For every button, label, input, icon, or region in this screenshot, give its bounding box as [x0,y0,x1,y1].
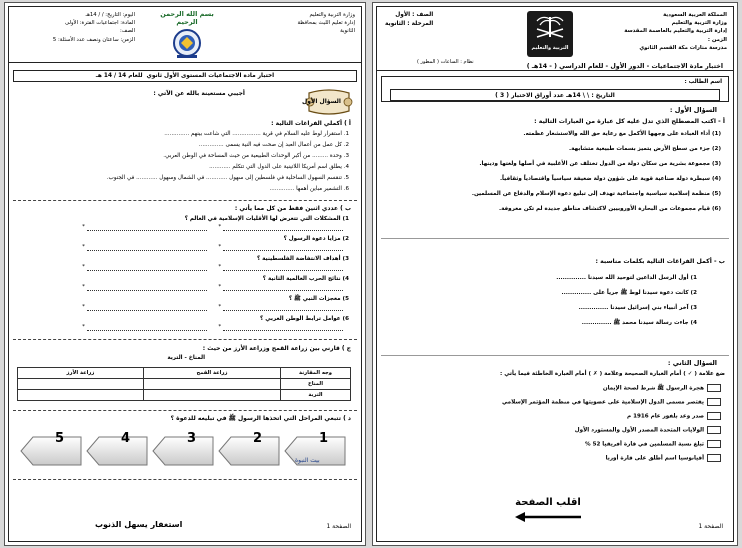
palm-swords-icon [527,11,573,41]
fill-item: 5. تنقسم السهول الساحلية في فلسطين إلى سهول ............ في الشمال وسهول ............ في الجنوب. [106,175,349,181]
term-item [472,191,721,198]
section-a-title: أ ) أكملي الفراغات التالية : [271,120,351,127]
answer-box[interactable] [707,440,721,448]
answer-lines: * * [23,244,343,251]
header-left-block [385,11,433,29]
section-c-sub: المناخ - التربة [167,355,205,361]
tf-text: أقيانوسيا اسم أطلق على قارة أوربا [605,455,704,462]
answer-lines: * * [23,284,343,291]
completion-item: 2) كانت دعوة سيدنا لوط ﷺ جرياً على .............. [561,290,697,296]
term-item [499,206,721,213]
footer-page-number: الصفحة 1 [326,523,351,530]
list-item: 4) نتائج الحرب العالمية الثانية ؟ [262,276,349,282]
tf-item [606,454,721,462]
answer-box[interactable] [707,398,721,406]
term-number: (6) [711,206,721,212]
table-row [18,379,351,390]
first-stage-label: بيت النبوة [295,457,320,464]
header-right-block [297,11,355,36]
header-line: المادة: اجتماعيات الفترة: الأولى [64,20,135,27]
table-header-row [18,368,351,379]
fill-item: 4. يطلق اسم أمريكا اللاتينية على الدول التي تتكلم ............ [209,164,349,170]
tf-item [603,384,721,392]
year-suffix: هـ [95,73,102,79]
table-cell[interactable] [18,379,144,390]
student-info-box [381,76,729,102]
list-item: 5) معجزات النبي ﷺ ؟ [288,296,349,302]
term-number: (5) [711,191,721,197]
tf-text: صدر وعد بلفور عام 1916 م [627,413,704,420]
section-divider [381,238,729,239]
header-line: إدارة تعليم الليث بمحافظة [297,20,355,27]
table-header-cell: زراعة الأرز [18,368,144,379]
fill-item: 3. وحدة ......... من أكبر الوحدات الطبيعية من حيث المساحة في الوطن العربي. [163,153,349,159]
header-line: الزمن: ساعتان ونصف عدد الأسئلة: 5 [52,36,135,43]
comparison-table [17,367,351,401]
term-item [500,176,721,183]
table-header-cell: وجه المقارنة [281,368,351,379]
answer-box[interactable] [707,384,721,392]
instruction-text: أجيبي مستعينة بالله عن الآتي : [153,90,245,97]
left-header [9,7,361,63]
exam-title: اختبار مادة الاجتماعيات - الدور الأول - للعام الدراسي ( - 14هـ ) [526,63,723,70]
ministry-badge [527,11,573,57]
header-left-block [15,11,135,44]
left-exam-page [4,2,366,546]
badge-text: التربية والتعليم [531,45,569,51]
tf-text: الولايات المتحدة المصدر الأول والمستورد الأول [574,427,704,434]
list-item: 1) المشكلات التي تتعرض لها الأقليات الإسلامية في العالم ؟ [184,216,349,222]
q1-scroll-badge [302,87,353,117]
basmala-calligraphy: بسم الله الرحمن الرحيم [160,10,214,26]
completion-item: 4) جاءت رسالة سيدنا محمد ﷺ .............. [581,320,697,326]
list-item: 3) أهداف الانتفاضة الفلسطينية ؟ [256,256,349,262]
footer-page-number: الصفحة 1 [698,523,723,530]
term-number: (1) [711,131,721,137]
tf-text: تبلغ نسبة المسلمين في قارة أفريقيا 52 % [585,441,704,448]
header-line: وزارة التربية والتعليم [671,20,727,27]
header-line: الصف : الأول [395,12,434,18]
answer-box[interactable] [707,412,721,420]
header-line: الثانوية [340,28,355,35]
date-line: التاريخ : \ \ 14هـ عدد أوراق الاختبار ( 3 ) [390,89,720,101]
tf-item [585,440,721,448]
answer-box[interactable] [707,454,721,462]
answer-lines: * * [23,264,343,271]
header-line: المملكة العربية السعودية [663,12,727,18]
table-header-cell: زراعة القمح [143,368,280,379]
term-item [523,131,721,138]
answer-lines: * * [23,324,343,331]
exam-title: اختبار مادة الاجتماعيات المستوى الأول ثانوي [146,73,275,79]
completion-item: 1) أول الرسل الداعين لتوحيد الله سيدنا .............. [556,275,697,281]
answer-lines: * * [23,224,343,231]
year-to: 14 [103,73,112,79]
stage-number: 3 [187,431,197,446]
term-text: سيطرة دولة صناعية قوية على شؤون دولة ضعيفة سياسياً واقتصادياً وثقافياً. [499,176,711,182]
q2-instruction: ضع علامة ( ✓ ) أمام العبارة الصحيحة وعلامة ( ✗ ) أمام العبارة الخاطئة فيما يأتي : [500,371,725,377]
term-number: (2) [711,146,721,152]
q1-label: السؤال الأول : [669,106,717,114]
section-divider [13,339,357,340]
tf-item [502,398,721,406]
list-item: 6) عوامل ترابط الوطن العربي ؟ [260,316,349,322]
section-divider [381,355,729,356]
stage-number: 5 [55,431,65,446]
year-from: 14 [118,73,127,79]
header-line: المرحلة : الثانوية [385,20,434,27]
list-item: 2) مزايا دعوة الرسول ؟ [283,236,349,242]
table-cell[interactable] [18,390,144,401]
ministry-logo-icon [167,28,207,60]
header-line: الزمن : [707,36,727,43]
right-header [377,7,733,71]
answer-box[interactable] [707,426,721,434]
year-label: للعام [128,73,143,79]
arrow-left-icon [513,511,583,523]
table-cell[interactable] [143,379,280,390]
term-text: منظمة إسلامية سياسية واجتماعية تهدف إلى تبليغ دعوة الإسلام والدفاع عن المسلمين. [471,191,711,197]
turn-page-text: اقلب الصفحة [515,497,581,508]
header-line: إدارة التربية والتعليم بالعاصمة المقدسة [624,28,727,35]
section-divider [13,200,357,201]
q1-label: السؤال الأول [302,98,341,105]
header-line: وزارة التربية والتعليم [309,12,355,18]
fill-item: 6. التشمير مباين أهمها .............. [269,186,349,192]
table-row [18,390,351,401]
table-row-label: التربة [281,390,351,401]
fill-item: 2. كل عمل من أعمال العبد إن صحت فيه النية يسمى .............. [198,142,349,148]
footer-motto: استغفار يسهل الذنوب [95,520,183,529]
completion-item: 3) آخر أنبياء بني إسرائيل سيدنا .............. [578,305,697,311]
header-line: الصف: [120,28,135,35]
fill-item: 1. استقرار لوط عليه السلام في قرية ................ التي شاعت بينهم .............. [164,131,349,137]
header-line: اليوم: التاريخ: / / 14هـ [85,12,135,18]
header-right-block [624,11,727,52]
term-number: (3) [711,161,721,167]
section-c-title: ج ) قارني بين زراعة القمح وزراعة الأرز من حيث : [202,345,351,352]
header-note: نظام : الساعات ( المطور ) [417,59,474,65]
right-exam-page [372,2,738,546]
stage-number: 4 [121,431,131,446]
table-row-label: المناخ [281,379,351,390]
stage-number: 1 [319,431,329,446]
section-b-title: ب - أكمل الفراغات التالية بكلمات مناسبة : [595,258,725,265]
section-divider [13,479,357,480]
section-d-title: د ) تتبعي المراحل التي اتخذها الرسول ﷺ في تبليغه للدعوة ؟ [170,415,351,422]
tf-text: هجرة الرسول ﷺ شرط لصحة الإيمان [602,385,704,392]
stages-arrow-chain [19,431,349,471]
tf-item [575,426,721,434]
section-b-title: ب ) عددي اثنين فقط من كل مما يأتي : [234,205,351,212]
stage-number: 2 [253,431,263,446]
student-name-label: اسم الطالب : [684,79,722,85]
term-item [479,161,721,168]
term-number: (4) [711,176,721,182]
stage-arrow [21,437,81,465]
tf-text: يقتصر مسمى الدول الإسلامية على عضويتها في منظمة المؤتمر الإسلامي [501,399,704,406]
stage-arrow [219,437,279,465]
term-text: مجموعة بشرية من سكان دولة من الدول تختلف عن الأغلبية في أصلها ولغتها ودينها. [479,161,711,167]
stage-arrow [87,437,147,465]
q2-label: السؤال الثاني : [667,359,717,367]
answer-lines: * * [23,304,343,311]
term-item [569,146,721,153]
term-text: جزء من سطح الأرض يتميز بسمات طبيعية متشابهة. [569,146,711,152]
turn-page-block [513,497,583,527]
term-text: قيام مجموعات من البحارة الأوروبيين لاكتشاف مناطق جديدة لم تكن معروفة. [499,206,711,212]
section-divider [13,410,357,411]
exam-title-box: اختبار مادة الاجتماعيات المستوى الأول ثانوي للعام 14 / 14 هـ [13,70,357,82]
tf-item [627,412,721,420]
stage-arrow [153,437,213,465]
header-line: مدرسة منارات مكة القسم الثانوي [639,44,727,51]
table-cell[interactable] [143,390,280,401]
section-a-title: أ - اكتب المصطلح الذي تدل عليه كل عبارة من العبارات التالية : [534,118,725,125]
header-center-block [159,10,215,64]
term-text: أداء العبادة على وجهها الأكمل مع رعاية حق الله والاستشعار عظمته. [523,131,711,137]
